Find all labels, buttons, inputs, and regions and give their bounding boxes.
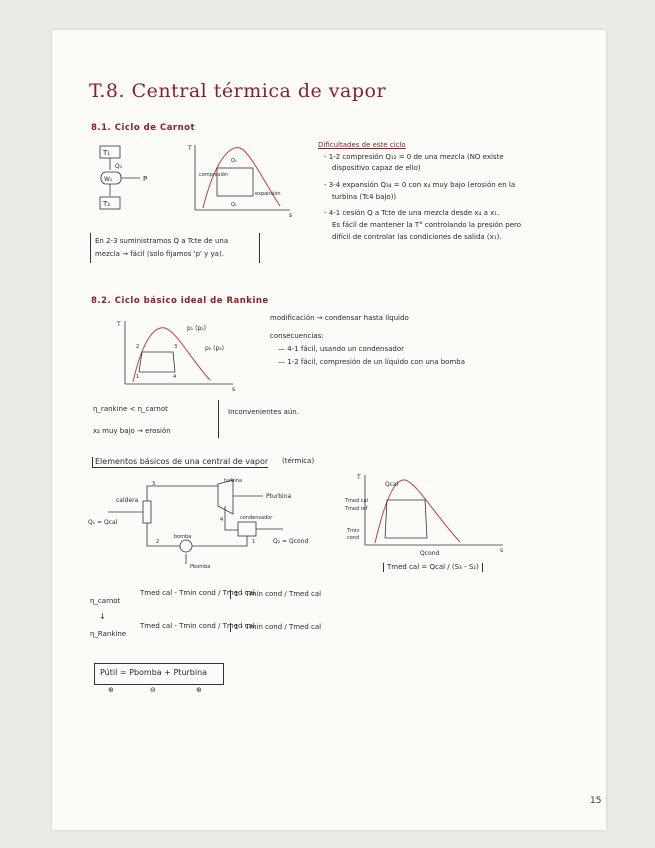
brace	[218, 400, 224, 438]
svg-text:p₁ (p₂): p₁ (p₂)	[187, 325, 207, 332]
rankine-ts-diagram	[115, 318, 240, 393]
svg-text:4: 4	[220, 517, 224, 523]
eta-carnot-label: η_carnot	[90, 597, 121, 605]
x4-line: x₄ muy bajo → erosión	[93, 427, 171, 435]
svg-text:4: 4	[173, 374, 177, 380]
elements-heading: Elementos básicos de una central de vapor	[92, 457, 268, 468]
note-line: mezcla → fácil (solo fijamos 'p' y ya).	[95, 250, 224, 258]
svg-text:3: 3	[152, 481, 156, 487]
difficulty-line: - 1-2 compresión Q₁₂ = 0 de una mezcla (NO existe	[324, 153, 504, 161]
section-heading-carnot: 8.1. Ciclo de Carnot	[91, 123, 196, 133]
svg-text:condensador: condensador	[240, 515, 273, 521]
svg-text:Q₁: Q₁	[115, 163, 123, 170]
svg-text:Tmed ref: Tmed ref	[345, 506, 368, 512]
svg-text:T: T	[117, 321, 121, 328]
drawbacks-label: Inconvenientes aún.	[228, 408, 299, 416]
svg-text:cond: cond	[347, 535, 360, 541]
consequence-line: — 1-2 fácil, compresión de un líquido con una bomba	[278, 358, 465, 366]
eta-carnot-fraction: Tmed cal - Tmin cond / Tmed cal	[140, 589, 255, 597]
eta-rankine-rhs: 1 - Tmin cond / Tmed cal	[230, 623, 321, 632]
carnot-block-diagram	[95, 140, 165, 215]
t1-label: T₁	[103, 149, 111, 157]
elements-heading-suffix: (térmica)	[282, 457, 315, 465]
page-number: 15	[590, 796, 602, 806]
svg-text:s: s	[500, 547, 504, 554]
svg-text:Q₁: Q₁	[231, 202, 237, 208]
svg-text:1: 1	[136, 374, 140, 380]
difficulty-line: difícil de controlar las condiciones de salida (x₁).	[332, 233, 502, 241]
difficulty-line: turbina (Tc4 bajo))	[332, 193, 397, 201]
consequences-title: consecuencias:	[270, 332, 324, 340]
svg-text:Qcond: Qcond	[420, 550, 440, 557]
svg-text:p₂ (p₃): p₂ (p₃)	[205, 345, 225, 352]
sign-minus: ⊖	[150, 686, 156, 694]
svg-text:compresión: compresión	[199, 172, 229, 178]
svg-text:P: P	[143, 175, 148, 183]
svg-text:Q₁: Q₁	[231, 158, 237, 164]
eta-rankine-fraction: Tmed cal - Tmin cond / Tmed cal	[140, 622, 255, 630]
svg-text:Q₂ = Qcond: Q₂ = Qcond	[273, 538, 309, 545]
eta-comparison: η_rankine < η_carnot	[93, 405, 168, 413]
svg-text:2: 2	[156, 539, 160, 545]
svg-text:Q₁ = Qcal: Q₁ = Qcal	[88, 519, 118, 526]
svg-text:3: 3	[174, 344, 178, 350]
putil-equation: Pútil = Pbomba + Pturbina	[100, 668, 208, 677]
plant-schematic	[88, 476, 333, 571]
svg-text:turbina: turbina	[224, 478, 242, 484]
svg-text:s: s	[289, 212, 293, 219]
note-line: En 2-3 suministramos Q a Tcte de una	[95, 237, 229, 245]
difficulty-line: Es fácil de mantener la T° controlando la presión pero	[332, 221, 522, 229]
svg-text:T: T	[357, 474, 361, 481]
tmed-formula: Tmed cal = Qcal / (S₃ - S₂)	[383, 563, 483, 572]
svg-text:Pturbina: Pturbina	[266, 493, 292, 500]
section-heading-rankine: 8.2. Ciclo básico ideal de Rankine	[91, 296, 269, 306]
consequence-line: — 4-1 fácil, usando un condensador	[278, 345, 404, 353]
svg-text:s: s	[232, 386, 236, 393]
svg-text:Pbomba: Pbomba	[190, 564, 211, 570]
difficulty-line: - 3-4 expansión Q₃₄ = 0 con x₄ muy bajo (erosión en la	[324, 181, 516, 189]
difficulties-title: Dificultades de este ciclo	[318, 141, 406, 149]
svg-text:1: 1	[252, 539, 256, 545]
eta-carnot-rhs: 1 - Tmin cond / Tmed cal	[230, 590, 321, 599]
svg-text:T: T	[188, 145, 192, 152]
sign-plus: ⊕	[196, 686, 202, 694]
carnot-ts-diagram	[185, 140, 300, 220]
eta-rankine-label: η_Rankine	[90, 630, 127, 638]
modification-line: modificación → condensar hasta líquido	[270, 314, 409, 322]
svg-text:2: 2	[136, 344, 140, 350]
sign-plus: ⊕	[108, 686, 114, 694]
svg-text:Qcal: Qcal	[385, 481, 399, 488]
difficulty-line: - 4-1 cesión Q a Tcte de una mezcla desde x₄ a x₁.	[324, 209, 500, 217]
svg-text:Tmed cal: Tmed cal	[345, 498, 368, 504]
page-title: T.8. Central térmica de vapor	[89, 80, 387, 102]
svg-text:W₁: W₁	[104, 176, 113, 183]
difficulty-line: dispositivo capaz de ello)	[332, 164, 421, 172]
down-arrow: ↓	[99, 612, 106, 621]
svg-text:expansión: expansión	[255, 191, 281, 197]
svg-text:bomba: bomba	[174, 534, 192, 540]
svg-text:Tmin: Tmin	[347, 528, 360, 534]
t2-label: T₂	[103, 200, 111, 208]
svg-text:caldera: caldera	[116, 497, 139, 504]
